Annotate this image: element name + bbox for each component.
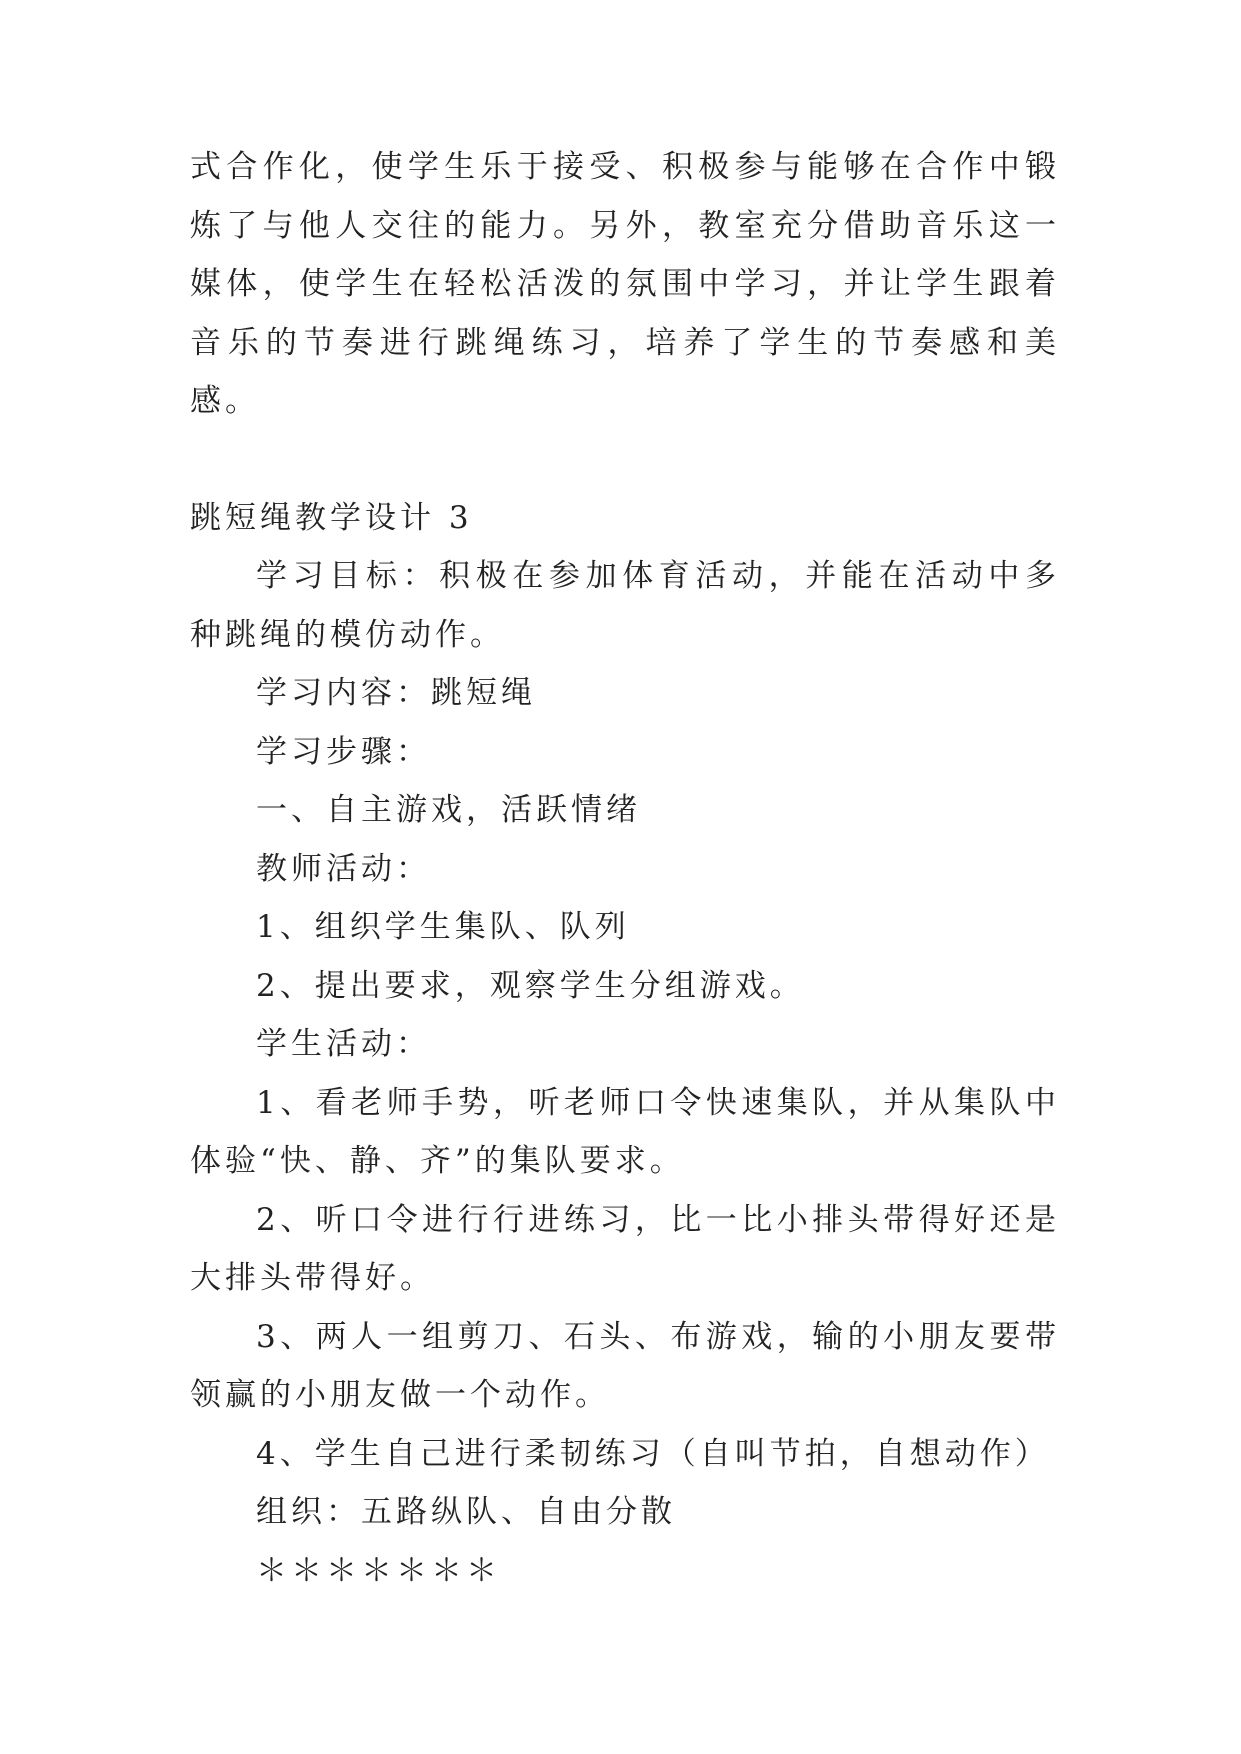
paragraph-student-item-1: 1、看老师手势，听老师口令快速集队，并从集队中体验“快、静、齐”的集队要求。 [190,1084,1060,1179]
paragraph-teacher-activity: 教师活动： [256,850,431,887]
paragraph-student-activity: 学生活动： [256,1026,431,1062]
paragraph-learning-content: 学习内容：跳短绳 [256,675,536,711]
paragraph-student-item-3: 3、两人一组剪刀、石头、布游戏，输的小朋友要带领赢的小朋友做一个动作。 [190,1318,1060,1413]
paragraph-learning-steps: 学习步骤： [256,733,431,770]
section-title: 跳短绳教学设计 3 [190,499,473,536]
paragraph-step-one: 一、自主游戏，活跃情绪 [256,792,641,828]
paragraph-organization: 组织：五路纵队、自由分散 [256,1494,676,1530]
paragraph-student-item-2: 2、听口令进行行进练习，比一比小排头带得好还是大排头带得好。 [190,1201,1060,1296]
formation-stars: ＊＊＊＊＊＊＊ [256,1552,501,1589]
paragraph-spacer [190,431,1060,489]
paragraph-learning-goal: 学习目标：积极在参加体育活动，并能在活动中多种跳绳的模仿动作。 [190,558,1060,653]
document-body [190,138,1060,1600]
paragraph-teacher-item-1: 1、组织学生集队、队列 [256,909,630,945]
intro-paragraph: 式合作化，使学生乐于接受、积极参与能够在合作中锻炼了与他人交往的能力。另外，教室充分借助音乐这一媒体，使学生在轻松活泼的氛围中学习，并让学生跟着音乐的节奏进行跳绳练习，培养了学生的节奏感和美感。 [190,149,1060,419]
paragraph-student-item-4: 4、学生自己进行柔韧练习（自叫节拍，自想动作） [256,1435,1050,1472]
paragraph-teacher-item-2: 2、提出要求，观察学生分组游戏。 [256,967,805,1004]
